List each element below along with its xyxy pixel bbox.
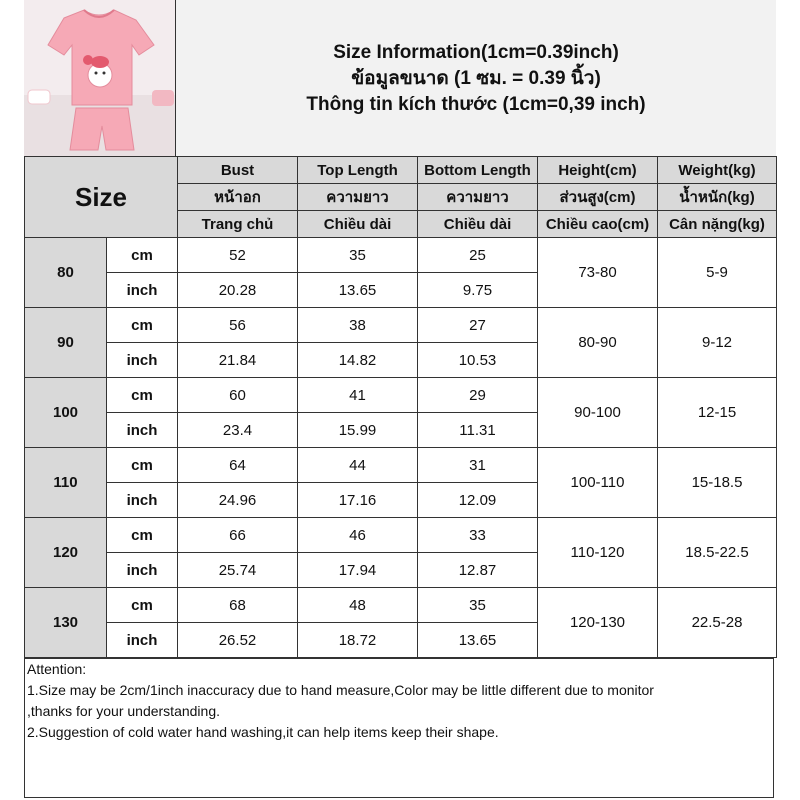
bottom-length-cell: 12.09: [418, 483, 538, 518]
bust-cell: 26.52: [178, 623, 298, 658]
col-header-bust-en: Bust: [178, 157, 298, 184]
notes-title: Attention:: [27, 661, 87, 677]
bottom-length-cell: 35: [418, 588, 538, 623]
bust-cell: 64: [178, 448, 298, 483]
col-header-weight-en: Weight(kg): [658, 157, 777, 184]
table-row-cm: [25, 448, 777, 483]
bottom-length-cell: 12.87: [418, 553, 538, 588]
col-header-bottom-vi: Chiều dài: [418, 211, 538, 238]
bust-cell: 24.96: [178, 483, 298, 518]
header-title-vi: Thông tin kích thước (1cm=0,39 inch): [306, 94, 646, 115]
bust-cell: 20.28: [178, 273, 298, 308]
unit-cell: cm: [107, 238, 178, 273]
bust-cell: 66: [178, 518, 298, 553]
top-length-cell: 44: [298, 448, 418, 483]
unit-cell: cm: [107, 588, 178, 623]
col-header-bottom-th: ความยาว: [418, 184, 538, 211]
weight-cell: 15-18.5: [658, 448, 777, 518]
size-column-header: Size: [25, 157, 178, 238]
bottom-length-cell: 33: [418, 518, 538, 553]
size-cell: 110: [25, 448, 107, 518]
unit-cell: cm: [107, 448, 178, 483]
height-cell: 110-120: [538, 518, 658, 588]
col-header-bottom-en: Bottom Length: [418, 157, 538, 184]
bottom-length-cell: 31: [418, 448, 538, 483]
unit-cell: inch: [107, 553, 178, 588]
pajama-set-illustration: [24, 0, 175, 156]
col-header-height-th: ส่วนสูง(cm): [538, 184, 658, 211]
top-length-cell: 17.16: [298, 483, 418, 518]
bust-cell: 56: [178, 308, 298, 343]
height-cell: 120-130: [538, 588, 658, 658]
top-length-cell: 17.94: [298, 553, 418, 588]
bust-cell: 68: [178, 588, 298, 623]
top-length-cell: 48: [298, 588, 418, 623]
weight-cell: 18.5-22.5: [658, 518, 777, 588]
top-length-cell: 13.65: [298, 273, 418, 308]
unit-cell: inch: [107, 413, 178, 448]
col-header-top-th: ความยาว: [298, 184, 418, 211]
notes-line-1: 1.Size may be 2cm/1inch inaccuracy due to hand measure,Color may be little different due to monitor: [27, 682, 654, 698]
bust-cell: 25.74: [178, 553, 298, 588]
bottom-length-cell: 25: [418, 238, 538, 273]
unit-cell: inch: [107, 273, 178, 308]
table-row-cm: [25, 308, 777, 343]
height-cell: 73-80: [538, 238, 658, 308]
col-header-height-vi: Chiều cao(cm): [538, 211, 658, 238]
unit-cell: cm: [107, 308, 178, 343]
bottom-length-cell: 10.53: [418, 343, 538, 378]
top-length-cell: 46: [298, 518, 418, 553]
size-cell: 100: [25, 378, 107, 448]
product-photo: [24, 0, 176, 157]
bust-cell: 52: [178, 238, 298, 273]
header-row-en: [25, 157, 777, 184]
col-header-weight-vi: Cân nặng(kg): [658, 211, 777, 238]
bottom-length-cell: 27: [418, 308, 538, 343]
top-length-cell: 15.99: [298, 413, 418, 448]
size-info-header: [176, 0, 776, 157]
bottom-length-cell: 11.31: [418, 413, 538, 448]
unit-cell: cm: [107, 378, 178, 413]
height-cell: 80-90: [538, 308, 658, 378]
table-row-cm: [25, 588, 777, 623]
unit-cell: inch: [107, 623, 178, 658]
weight-cell: 22.5-28: [658, 588, 777, 658]
table-row-cm: [25, 378, 777, 413]
size-table: [24, 156, 777, 658]
col-header-weight-th: น้ำหนัก(kg): [658, 184, 777, 211]
top-length-cell: 35: [298, 238, 418, 273]
size-cell: 80: [25, 238, 107, 308]
size-cell: 120: [25, 518, 107, 588]
col-header-bust-vi: Trang chủ: [178, 211, 298, 238]
weight-cell: 12-15: [658, 378, 777, 448]
unit-cell: inch: [107, 343, 178, 378]
height-cell: 90-100: [538, 378, 658, 448]
notes-line-3: 2.Suggestion of cold water hand washing,it can help items keep their shape.: [27, 724, 499, 740]
top-length-cell: 38: [298, 308, 418, 343]
top-length-cell: 41: [298, 378, 418, 413]
top-length-cell: 14.82: [298, 343, 418, 378]
bust-cell: 21.84: [178, 343, 298, 378]
col-header-top-en: Top Length: [298, 157, 418, 184]
header-title-en: Size Information(1cm=0.39inch): [333, 42, 619, 63]
attention-notes: [24, 658, 774, 798]
height-cell: 100-110: [538, 448, 658, 518]
table-row-cm: [25, 518, 777, 553]
size-cell: 130: [25, 588, 107, 658]
unit-cell: cm: [107, 518, 178, 553]
bottom-length-cell: 29: [418, 378, 538, 413]
weight-cell: 9-12: [658, 308, 777, 378]
bottom-length-cell: 13.65: [418, 623, 538, 658]
bottom-length-cell: 9.75: [418, 273, 538, 308]
size-cell: 90: [25, 308, 107, 378]
col-header-bust-th: หน้าอก: [178, 184, 298, 211]
top-length-cell: 18.72: [298, 623, 418, 658]
header-title-th: ข้อมูลขนาด (1 ซม. = 0.39 นิ้ว): [351, 68, 601, 89]
col-header-top-vi: Chiều dài: [298, 211, 418, 238]
weight-cell: 5-9: [658, 238, 777, 308]
bust-cell: 60: [178, 378, 298, 413]
bust-cell: 23.4: [178, 413, 298, 448]
col-header-height-en: Height(cm): [538, 157, 658, 184]
table-row-cm: [25, 238, 777, 273]
notes-line-2: ,thanks for your understanding.: [27, 703, 221, 719]
unit-cell: inch: [107, 483, 178, 518]
